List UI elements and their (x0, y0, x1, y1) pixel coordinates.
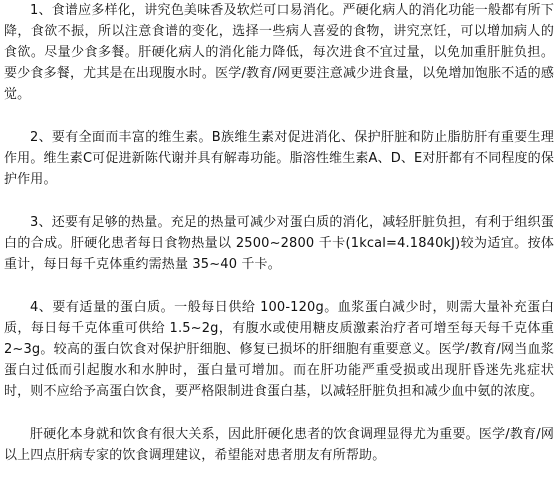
paragraph-vitamins: 2、要有全面而丰富的维生素。B族维生素对促进消化、保护肝脏和防止脂肪肝有重要生理作用。维生素C可促进新陈代谢并具有解毒功能。脂溶性维生素A、D、E对肝都有不同程度的保护作用。 (4, 130, 554, 187)
paragraph-calories: 3、还要有足够的热量。充足的热量可减少对蛋白质的消化，减轻肝脏负担，有利于组织蛋白的合成。肝硬化患者每日食物热量以 2500~2800 千卡(1kcal=4.1840kJ)较为适宜。按体重计，每日每千克体重约需热量 35~40 千卡。 (4, 215, 554, 272)
paragraph-gap (4, 105, 554, 127)
paragraph-protein: 4、要有适量的蛋白质。一般每日供给 100-120g。血浆蛋白减少时，则需大量补充蛋白质，每日每千克体重可供给 1.5~2g，有腹水或使用糖皮质激素治疗者可增至每天每千克体重 2~3g。较高的蛋白饮食对保护肝细胞、修复已损坏的肝细胞有重要意义。医学/教育/网当血浆蛋白过低而引起腹水和水肿时，蛋白量可增加。而在肝功能严重受损或出现肝昏迷先兆症状时，则不应给予高蛋白饮食，要严格限制进食蛋白基，以减轻肝脏负担和减少血中氨的浓度。 (4, 300, 554, 399)
paragraph-gap (4, 190, 554, 212)
paragraph-diet-variety: 1、食谱应多样化，讲究色美味香及软烂可口易消化。严硬化病人的消化功能一般都有所下降，食欲不振，所以注意食谱的变化，选择一些病人喜爱的食物，讲究烹饪，可以增加病人的食欲。尽量少食多餐。肝硬化病人的消化能力降低，每次进食不宜过量，以免加重肝脏负担。要少食多餐，尤其是在出现腹水时。医学/教育/网更要注意减少进食量，以免增加饱胀不适的感觉。 (4, 3, 554, 102)
paragraph-gap (4, 402, 554, 424)
paragraph-conclusion: 肝硬化本身就和饮食有很大关系，因此肝硬化患者的饮食调理显得尤为重要。医学/教育/网以上四点肝病专家的饮食调理建议，希望能对患者朋友有所帮助。 (4, 427, 554, 463)
paragraph-gap (4, 275, 554, 297)
